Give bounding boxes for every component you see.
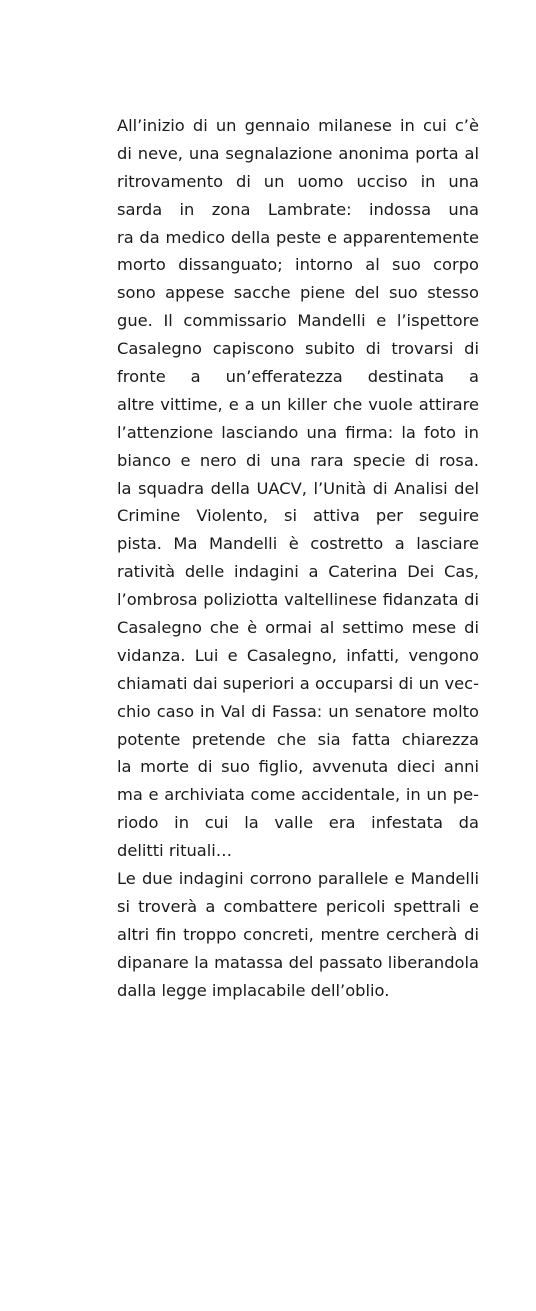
synopsis-line: vidanza. Lui e Casalegno, infatti, vengono xyxy=(117,645,479,665)
synopsis-line: ma e archiviata come accidentale, in un pe- xyxy=(117,785,479,805)
synopsis-line: fronte a un’efferatezza destinata a xyxy=(117,367,479,387)
synopsis-line: delitti rituali… xyxy=(117,841,233,861)
synopsis-line: si troverà a combattere pericoli spettrali e xyxy=(117,896,479,916)
synopsis-line: morto dissanguato; intorno al suo corpo xyxy=(117,255,479,275)
synopsis-line: gue. Il commissario Mandelli e l’ispettore xyxy=(117,311,479,331)
synopsis-line: dipanare la matassa del passato liberandola xyxy=(117,952,479,972)
synopsis-line: Crimine Violento, si attiva per seguire xyxy=(117,506,479,526)
synopsis-line: la squadra della UACV, l’Unità di Analisi del xyxy=(117,478,479,498)
synopsis-line: chio caso in Val di Fassa: un senatore molto xyxy=(117,701,479,721)
synopsis-line: ritrovamento di un uomo ucciso in una xyxy=(117,171,479,191)
synopsis-line: altri fin troppo concreti, mentre cercherà di xyxy=(117,924,479,944)
synopsis-line: la morte di suo figlio, avvenuta dieci anni xyxy=(117,757,479,777)
synopsis-line: All’inizio di un gennaio milanese in cui c’è xyxy=(117,116,479,135)
synopsis-line: chiamati dai superiori a occuparsi di un vec- xyxy=(117,673,479,693)
synopsis-line: pista. Ma Mandelli è costretto a lasciare xyxy=(117,534,479,554)
synopsis-line: riodo in cui la valle era infestata da xyxy=(117,813,479,833)
synopsis-line: di neve, una segnalazione anonima porta al xyxy=(117,143,479,163)
synopsis-line: sono appese sacche piene del suo stesso xyxy=(117,283,479,303)
synopsis-line: l’ombrosa poliziotta valtellinese fidanzata di xyxy=(117,590,479,610)
synopsis-line: dalla legge implacabile dell’oblio. xyxy=(117,980,390,1000)
synopsis-line: Le due indagini corrono parallele e Mandelli xyxy=(117,869,479,889)
synopsis-line: altre vittime, e a un killer che vuole attirare xyxy=(117,394,479,414)
synopsis-line: ra da medico della peste e apparentemente xyxy=(117,227,479,247)
synopsis-line: Casalegno capiscono subito di trovarsi di xyxy=(117,339,479,359)
synopsis-line: l’attenzione lasciando una firma: la foto in xyxy=(117,422,479,442)
synopsis-line: Casalegno che è ormai al settimo mese di xyxy=(117,618,479,638)
synopsis-line: sarda in zona Lambrate: indossa una xyxy=(117,199,479,219)
synopsis-text xyxy=(117,112,479,1005)
synopsis-line: potente pretende che sia fatta chiarezza xyxy=(117,729,479,749)
synopsis-line: bianco e nero di una rara specie di rosa. xyxy=(117,450,479,470)
synopsis-line: ratività delle indagini a Caterina Dei Cas, xyxy=(117,562,479,582)
